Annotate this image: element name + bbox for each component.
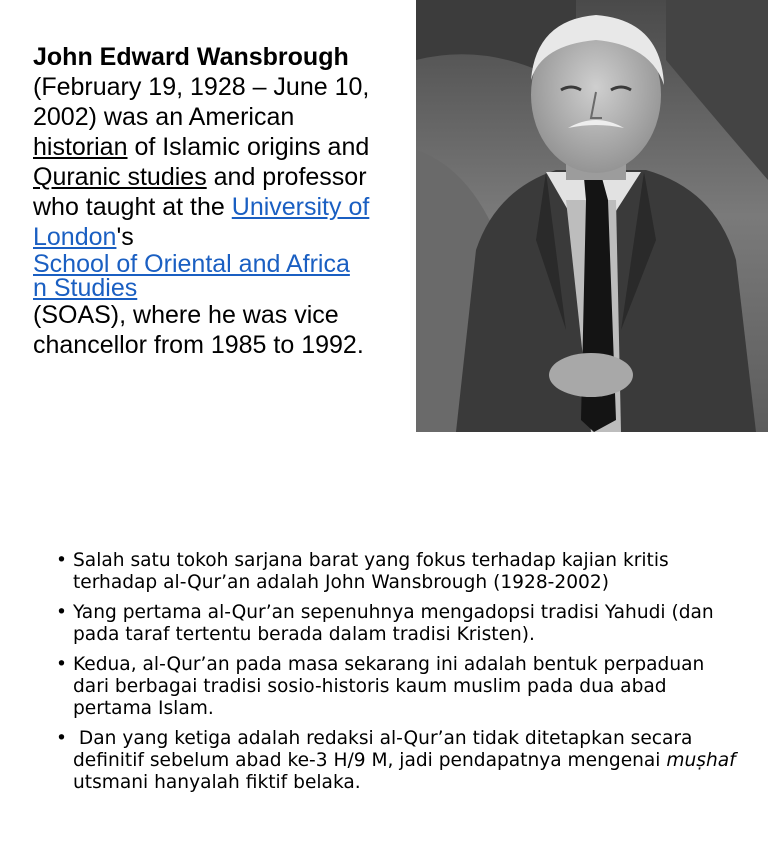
list-item (56, 602, 746, 646)
bullet-text: utsmani hanyalah fiktif belaka. (73, 772, 361, 793)
bullet-marker: • (56, 550, 67, 571)
university-of-london-link[interactable]: University of London (33, 193, 370, 251)
soas-link[interactable] (33, 252, 385, 300)
bullet-marker: • (56, 654, 67, 675)
bullet-text: Dan yang ketiga adalah redaksi al-Qur’an tidak ditetapkan secara definitif sebelum abad ke-3 H/9 M, jadi pendapatnya mengenai (73, 728, 699, 771)
bullet-text: Salah satu tokoh sarjana barat yang fokus terhadap kajian kritis terhadap al-Qur’an adalah John Wansbrough (1928-2002) (73, 550, 669, 593)
bullet-text: Kedua, al-Qur’an pada masa sekarang ini adalah bentuk perpaduan dari berbagai tradisi sosio-historis kaum muslim pada dua abad pertama Islam. (73, 654, 705, 719)
bullet-marker: • (56, 602, 67, 623)
soas-link-part-2[interactable]: n Studies (33, 274, 138, 302)
list-item (56, 550, 746, 594)
bullet-marker: • (56, 728, 67, 749)
intro-text: (SOAS), where he was vice chancellor from 1985 to 1992. (33, 301, 364, 359)
person-name: John Edward Wansbrough (33, 43, 349, 71)
bullet-list (56, 550, 746, 802)
historian-link[interactable]: historian (33, 133, 128, 161)
mushaf-term: muṣhaf (666, 750, 736, 771)
list-item (56, 728, 746, 794)
intro-text: 's (116, 223, 134, 251)
soas-link-part-1[interactable]: School of Oriental and Africa (33, 250, 350, 278)
bullet-text: Yang pertama al-Qur’an sepenuhnya mengadopsi tradisi Yahudi (dan pada taraf tertentu berada dalam tradisi Kristen). (73, 602, 714, 645)
portrait-illustration (416, 0, 768, 432)
hand (549, 353, 633, 397)
portrait-photo (416, 0, 768, 432)
intro-text: and professor who taught at the (33, 163, 367, 221)
intro-paragraph (33, 42, 385, 360)
intro-text: of Islamic origins and (127, 133, 370, 161)
list-item (56, 654, 746, 720)
quranic-studies-link[interactable]: Quranic studies (33, 163, 207, 191)
intro-text: (February 19, 1928 – June 10, 2002) was an American (33, 73, 370, 131)
